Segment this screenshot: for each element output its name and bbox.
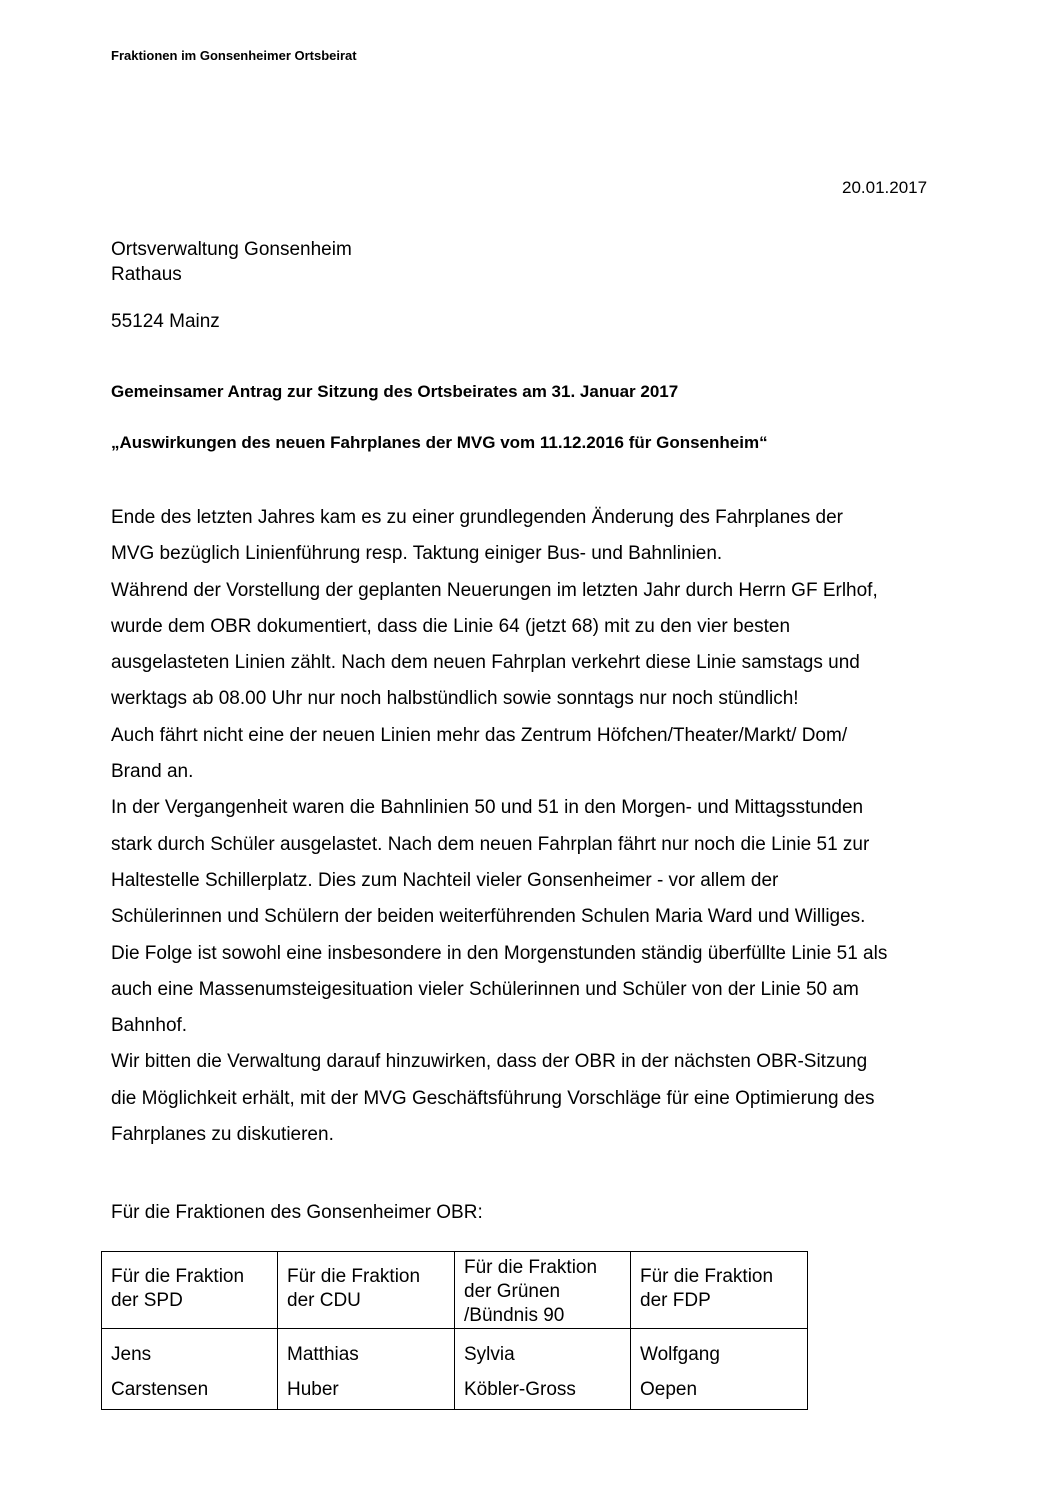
- faction-row: [102, 1252, 808, 1329]
- recipient-address: [111, 237, 352, 287]
- faction-label: Für die Fraktion: [287, 1266, 421, 1287]
- closing-line: Für die Fraktionen des Gonsenheimer OBR:: [111, 1202, 483, 1223]
- faction-label: Für die Fraktion: [464, 1257, 598, 1278]
- letter-body: [111, 500, 991, 1153]
- faction-cell-spd: [102, 1252, 278, 1329]
- motion-subject: „Auswirkungen des neuen Fahrplanes der MVG vom 11.12.2016 für Gonsenheim“: [111, 433, 768, 452]
- signatory-first-name: Sylvia: [464, 1344, 515, 1365]
- body-line: ausgelasteten Linien zählt. Nach dem neuen Fahrplan verkehrt diese Linie samstags und: [111, 652, 860, 674]
- recipient-city: 55124 Mainz: [111, 311, 220, 332]
- body-line: Brand an.: [111, 761, 194, 783]
- body-line: Schülerinnen und Schülern der beiden weiterführenden Schulen Maria Ward und Williges.: [111, 906, 866, 928]
- signatory-cell-gruene: [455, 1329, 631, 1410]
- body-line: MVG bezüglich Linienführung resp. Taktung einiger Bus- und Bahnlinien.: [111, 543, 723, 565]
- body-line: wurde dem OBR dokumentiert, dass die Linie 64 (jetzt 68) mit zu den vier besten: [111, 615, 791, 637]
- faction-cell-cdu: [278, 1252, 455, 1329]
- recipient-line-1: Ortsverwaltung Gonsenheim: [111, 239, 352, 260]
- motion-title: Gemeinsamer Antrag zur Sitzung des Ortsbeirates am 31. Januar 2017: [111, 382, 679, 401]
- signatory-first-name: Wolfgang: [640, 1344, 720, 1365]
- signatory-last-name: Carstensen: [111, 1379, 209, 1400]
- body-line: Während der Vorstellung der geplanten Neuerungen im letzten Jahr durch Herrn GF Erlhof,: [111, 579, 878, 601]
- faction-name-suffix: /Bündnis 90: [464, 1305, 565, 1326]
- body-line: Ende des letzten Jahres kam es zu einer grundlegenden Änderung des Fahrplanes der: [111, 507, 843, 528]
- signatory-first-name: Jens: [111, 1344, 152, 1365]
- faction-name: der CDU: [287, 1290, 361, 1311]
- letter-date: 20.01.2017: [842, 178, 928, 197]
- body-line: die Möglichkeit erhält, mit der MVG Geschäftsführung Vorschläge für eine Optimierung des: [111, 1087, 875, 1109]
- signatory-cell-cdu: [278, 1329, 455, 1410]
- faction-name: der SPD: [111, 1290, 183, 1311]
- body-line: Die Folge ist sowohl eine insbesondere in den Morgenstunden ständig überfüllte Linie 51 als: [111, 942, 888, 964]
- signatory-last-name: Huber: [287, 1379, 339, 1400]
- signatory-last-name: Köbler-Gross: [464, 1379, 576, 1400]
- signature-table: [101, 1251, 808, 1410]
- body-line: Haltestelle Schillerplatz. Dies zum Nachteil vieler Gonsenheimer - vor allem der: [111, 869, 779, 891]
- body-line: Fahrplanes zu diskutieren.: [111, 1124, 334, 1146]
- faction-label: Für die Fraktion: [111, 1266, 245, 1287]
- body-line: auch eine Massenumsteigesituation vieler Schülerinnen und Schüler von der Linie 50 am: [111, 978, 859, 1000]
- signatory-cell-fdp: [631, 1329, 808, 1410]
- body-line: werktags ab 08.00 Uhr nur noch halbstündlich sowie sonntags nur noch stündlich!: [111, 688, 799, 710]
- body-line: Wir bitten die Verwaltung darauf hinzuwirken, dass der OBR in der nächsten OBR-Sitzung: [111, 1051, 868, 1073]
- body-line: stark durch Schüler ausgelastet. Nach dem neuen Fahrplan fährt nur noch die Linie 51 zur: [111, 833, 870, 855]
- faction-label: Für die Fraktion: [640, 1266, 774, 1287]
- faction-cell-fdp: [631, 1252, 808, 1329]
- faction-name: der Grünen: [464, 1281, 561, 1302]
- recipient-line-2: Rathaus: [111, 264, 182, 285]
- signatory-first-name: Matthias: [287, 1344, 359, 1365]
- signatory-cell-spd: [102, 1329, 278, 1410]
- document-header: Fraktionen im Gonsenheimer Ortsbeirat: [111, 48, 357, 63]
- signatory-row: [102, 1329, 808, 1410]
- body-line: Bahnhof.: [111, 1015, 188, 1037]
- body-line: Auch fährt nicht eine der neuen Linien mehr das Zentrum Höfchen/Theater/Markt/ Dom/: [111, 724, 848, 746]
- faction-cell-gruene: [455, 1252, 631, 1329]
- body-line: In der Vergangenheit waren die Bahnlinien 50 und 51 in den Morgen- und Mittagsstunden: [111, 797, 864, 819]
- faction-name: der FDP: [640, 1290, 711, 1311]
- signatory-last-name: Oepen: [640, 1379, 698, 1400]
